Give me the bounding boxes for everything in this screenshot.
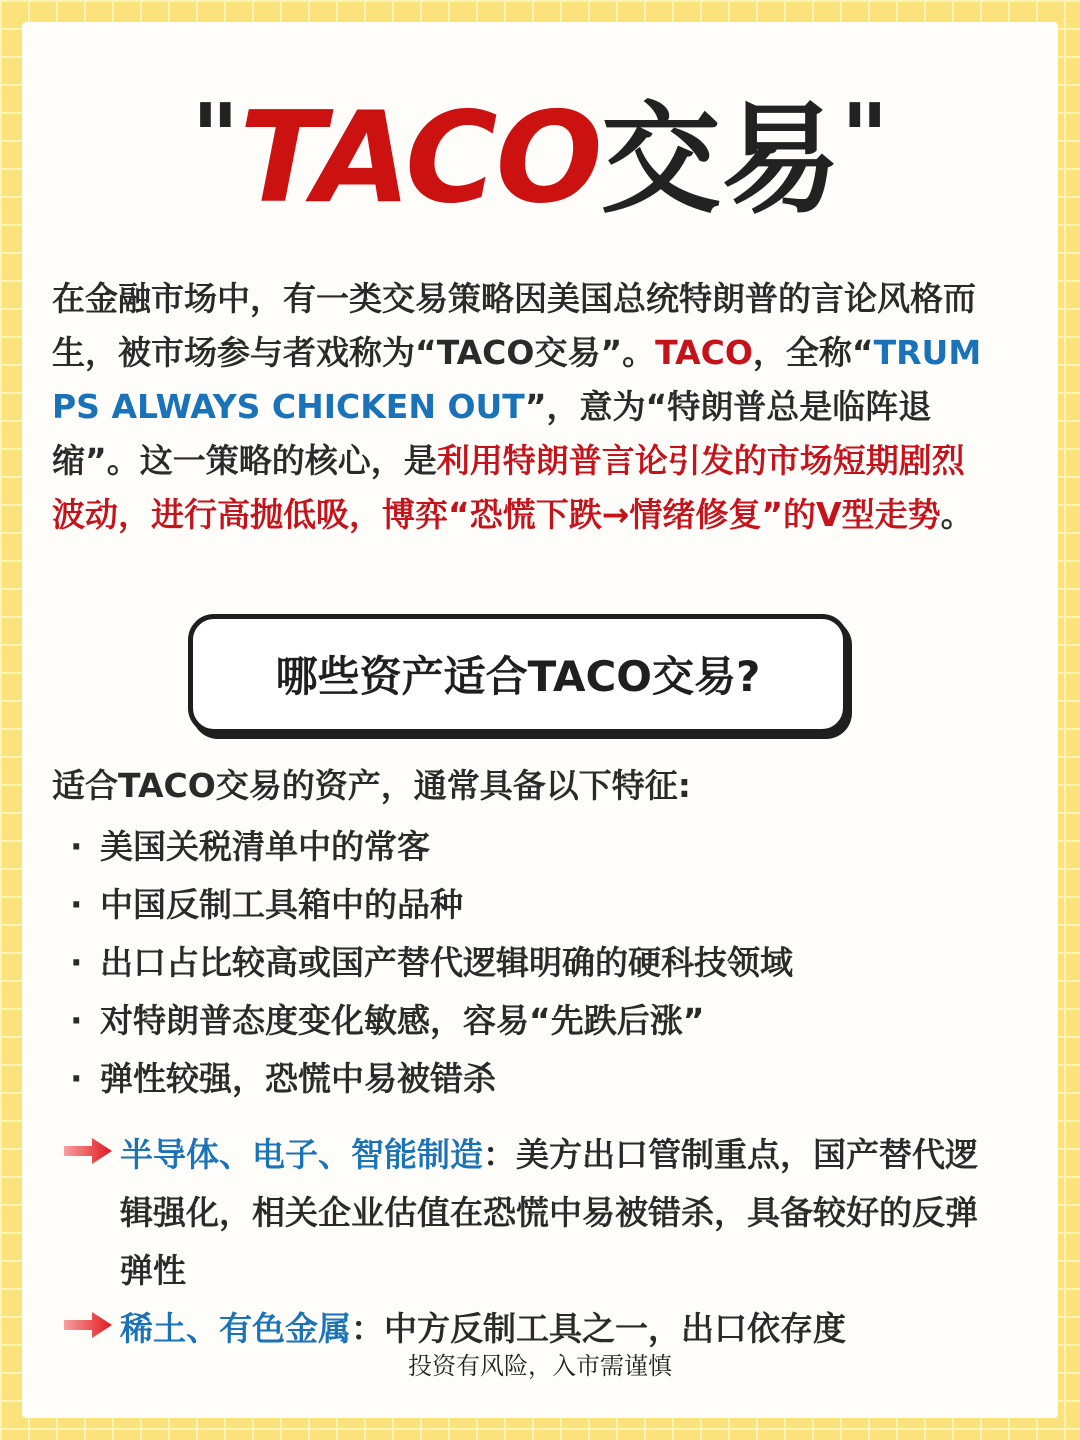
feature-list: [70, 818, 990, 1108]
red-arrow-icon: [64, 1310, 112, 1340]
lead-text: 适合TACO交易的资产，通常具备以下特征:: [52, 766, 691, 805]
intro-acronym-expansion: TRUMPS ALWAYS CHICKEN OUT: [52, 333, 982, 426]
intro-text-1: 在金融市场中，有一类交易策略因美国总统特朗普的言论风格而生，被市场参与者戏称为“TACO交易”。: [52, 279, 976, 372]
red-arrow-icon: [64, 1136, 112, 1166]
intro-text-3: ”，意为“特朗普总是临阵退缩”。这一策略的核心，是: [52, 387, 932, 480]
bullet-dot: ·: [70, 1059, 83, 1098]
title-close-quote: ": [840, 84, 889, 191]
list-item: [70, 818, 990, 876]
intro-paragraph: [52, 272, 982, 542]
arrow-item-body: ：中方反制工具之一，出口依存度: [351, 1309, 846, 1348]
intro-text-2: ，全称“: [752, 333, 874, 372]
list-item: [70, 1050, 990, 1108]
list-item-text: 美国关税清单中的常客: [100, 827, 430, 866]
question-box: [188, 614, 848, 734]
list-item-text: 中国反制工具箱中的品种: [100, 885, 463, 924]
title-en: TACO: [239, 84, 601, 231]
arrow-item-text: [120, 1126, 994, 1300]
list-item: [70, 992, 990, 1050]
bullet-dot: ·: [70, 943, 83, 982]
arrow-item-body: ：美方出口管制重点，国产替代逻辑强化，相关企业估值在恐慌中易被错杀，具备较好的反弹弹性: [120, 1135, 978, 1290]
list-item-text: 弹性较强，恐慌中易被错杀: [100, 1059, 496, 1098]
list-item: [70, 934, 990, 992]
intro-text-4: 。: [940, 495, 974, 534]
list-item-text: 对特朗普态度变化敏感，容易“先跌后涨”: [100, 1001, 705, 1040]
title-open-quote: ": [191, 84, 240, 191]
intro-taco-highlight: TACO: [655, 333, 753, 372]
list-item-text: 出口占比较高或国产替代逻辑明确的硬科技领域: [100, 943, 793, 982]
page-title: [0, 84, 1080, 231]
question-box-label: 哪些资产适合TACO交易?: [275, 652, 761, 701]
bullet-dot: ·: [70, 885, 83, 924]
arrow-item-head: 半导体、电子、智能制造: [120, 1135, 483, 1174]
arrow-item-semiconductor: [64, 1126, 994, 1300]
list-item: [70, 876, 990, 934]
title-cn: 交易: [600, 91, 841, 230]
bullet-dot: ·: [70, 827, 83, 866]
risk-disclaimer: 投资有风险，入市需谨慎: [408, 1352, 672, 1380]
arrow-item-head: 稀土、有色金属: [120, 1309, 351, 1348]
intro-core-highlight: 利用特朗普言论引发的市场短期剧烈波动，进行高抛低吸，博弈“恐慌下跌→情绪修复”的V型走势: [52, 441, 965, 534]
bullet-dot: ·: [70, 1001, 83, 1040]
